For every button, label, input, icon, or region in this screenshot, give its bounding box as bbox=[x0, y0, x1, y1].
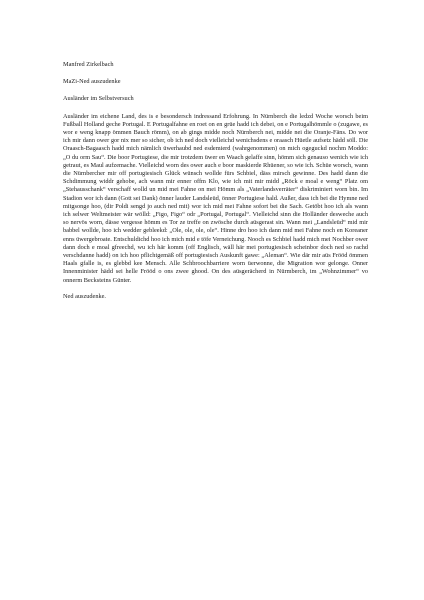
document-title: MaZi-Ned auszudenke bbox=[63, 78, 121, 86]
body-paragraph: Ausländer im eichene Land, des is e besondersch indressand Erfohrung. In Nürnberch die ledzd Woche worsch beim Fußball Holland geche Portugal. E Portugalfahne en roet on en grüe hadd ich debei, on e Portugalhömmle o (zugawe, es wor e weng knapp ömmen Bauch römm), on ab gings midde noch Nürnberch nei, midde nei die Oranje-Fäns. Do wor ich mir dann ower gor nix mer so sicher, ob ich ned doch vielleichd wenichsdens e oraasch Hüetle aufsetz hädd söll. Die Oraasch-Bagaasch hadd mich nämlich üwerhaubd ned esdemierd (wahrgenommen) on mich ogeguckd nochm Moddo: „O du orm Sau“. Die boor Portugiese, die mir trotzdem üwer en Waach gelaffe sinn, hömm sich genauso wenich wie ich getraut, es Maul aufzemache. Vielleichd worn des ower auch e boor maskierde Rhüener, so wie ich. Schüe worsch, wann die Nürnbercher mir off portugiesisch Glück wünsch wollde fürs Schbiel, däss mirsch gewinne. Des hadd dann die Schdimmung widdr gehobe, ach wann mir enner offm Klo, wie ich mit mir midd „Röck e moal e weng“ Platz om „Stehausschank“ verschaff wolld un mid mei Fahne on mei Hömm als „Vaterlandsverräter“ diskriminiert worn bin. Im Stadion wor ich dann (Gott sei Dank) önner lauder Landsleüd, önner Portugiese hald. Außer, dass ich bei die Hymne ned mitgsonge hoo, (dir Poldi sengd jo auch ned mit) wor ich mid mei Fahne sofort bei die Sach. Getöbt hoo ich als wann ich selwer Weltmeister wär wölld: „Figo, Figo“ odr „Portugal, Portugal“. Vielleichd sinn die Holländer desweche auch so nervös worn, dässe vergesse hömm es Tor ze treffe on zwösche durch aüsgerast sin. Wann mei „Landsleüd“ mid mir babbel wollde, hoo ich wedder gebleekd: „Ole, ole, ole, ole“. Hinne dro hoo ich dann mid mei Fahne noch en Koreaner enns üwergebroate. Entschuldichd hoo ich mich mid e töfe Verneichung. Nooch es Schbiel hadd mich mei Nochber ower dann doch e moal gfreechd, wu ich här komm (off Englisch, wäll här mei portugiesisch scheinbor doch ned so rachd verschdanne hadd) on ich hoo pflichtgemäß off portugiesisch Auskunft gawe: „Aleman“. Wie där mir aüs Frööd ömmen Haals gfalle is, es glebbd kee Mensch. Alle Schbroochbarriere worn üerwonne, die Migration wor gelonge. Onner Innenminister hädd sei helle Frööd o ons zwee ghood. On des aüsgerächerd in Nürmberch, im „Wohnzimmer“ vo onnerm Becksteins Günter. bbox=[63, 112, 368, 284]
document-subtitle: Ausländer im Selbstversuch bbox=[63, 95, 134, 103]
closing-line: Ned auszudenke. bbox=[63, 292, 107, 300]
author-name: Manfred Zirkelbach bbox=[63, 61, 114, 68]
document-content bbox=[63, 61, 368, 301]
